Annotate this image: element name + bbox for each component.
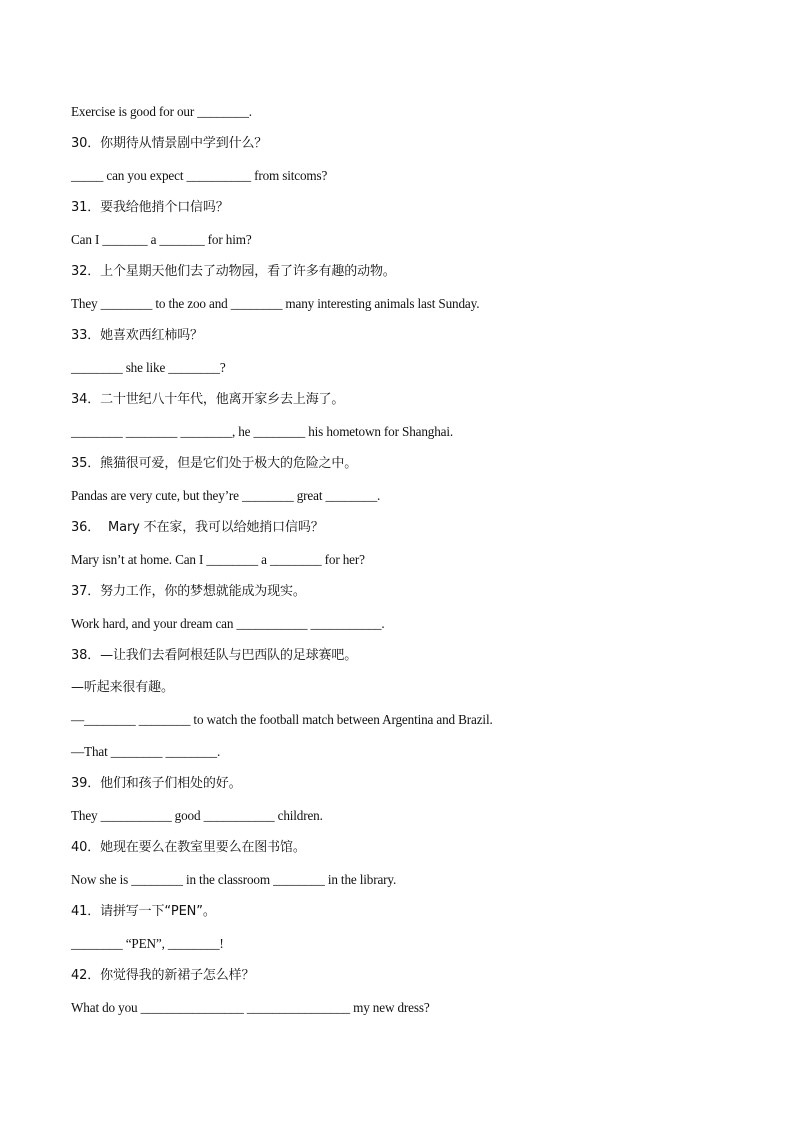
question-36: 36． Mary 不在家，我可以给她捎口信吗？ [71, 520, 324, 535]
answer-line-40: Now she is ________ in the classroom ________ in the library. [71, 872, 397, 887]
question-33: 33．她喜欢西红柿吗？ [71, 328, 203, 343]
answer-line-38b: —That ________ ________. [71, 744, 221, 759]
answer-line-33: ________ she like ________? [71, 360, 226, 375]
question-32: 32．上个星期天他们去了动物园，看了许多有趣的动物。 [71, 264, 396, 279]
answer-line-37: Work hard, and your dream can ___________ ___________. [71, 616, 385, 631]
question-37: 37．努力工作，你的梦想就能成为现实。 [71, 584, 306, 599]
question-35: 35．熊猫很可爱，但是它们处于极大的危险之中。 [71, 456, 358, 471]
answer-line-31: Can I _______ a _______ for him? [71, 232, 252, 247]
answer-line-41: ________ “PEN”, ________! [71, 936, 224, 951]
question-39: 39．他们和孩子们相处的好。 [71, 776, 242, 791]
answer-line-39: They ___________ good ___________ children. [71, 808, 323, 823]
answer-line: Exercise is good for our ________. [71, 104, 252, 119]
answer-line-34: ________ ________ ________, he ________ his hometown for Shanghai. [71, 424, 454, 439]
question-40: 40．她现在要么在教室里要么在图书馆。 [71, 840, 306, 855]
question-38-reply: —听起来很有趣。 [71, 680, 174, 695]
answer-line-35: Pandas are very cute, but they’re ________ great ________. [71, 488, 381, 503]
answer-line-38a: —________ ________ to watch the football match between Argentina and Brazil. [71, 712, 493, 727]
question-30: 30．你期待从情景剧中学到什么？ [71, 136, 268, 151]
answer-line-36: Mary isn’t at home. Can I ________ a ________ for her? [71, 552, 365, 567]
question-41: 41．请拼写一下“PEN”。 [71, 904, 216, 919]
answer-line-32: They ________ to the zoo and ________ many interesting animals last Sunday. [71, 296, 480, 311]
answer-line-30: _____ can you expect __________ from sitcoms? [71, 168, 328, 183]
question-38: 38．—让我们去看阿根廷队与巴西队的足球赛吧。 [71, 648, 358, 663]
answer-line-42: What do you ________________ ________________ my new dress? [71, 1000, 430, 1015]
question-34: 34．二十世纪八十年代，他离开家乡去上海了。 [71, 392, 345, 407]
question-42: 42．你觉得我的新裙子怎么样？ [71, 968, 255, 983]
question-31: 31．要我给他捎个口信吗？ [71, 200, 229, 215]
